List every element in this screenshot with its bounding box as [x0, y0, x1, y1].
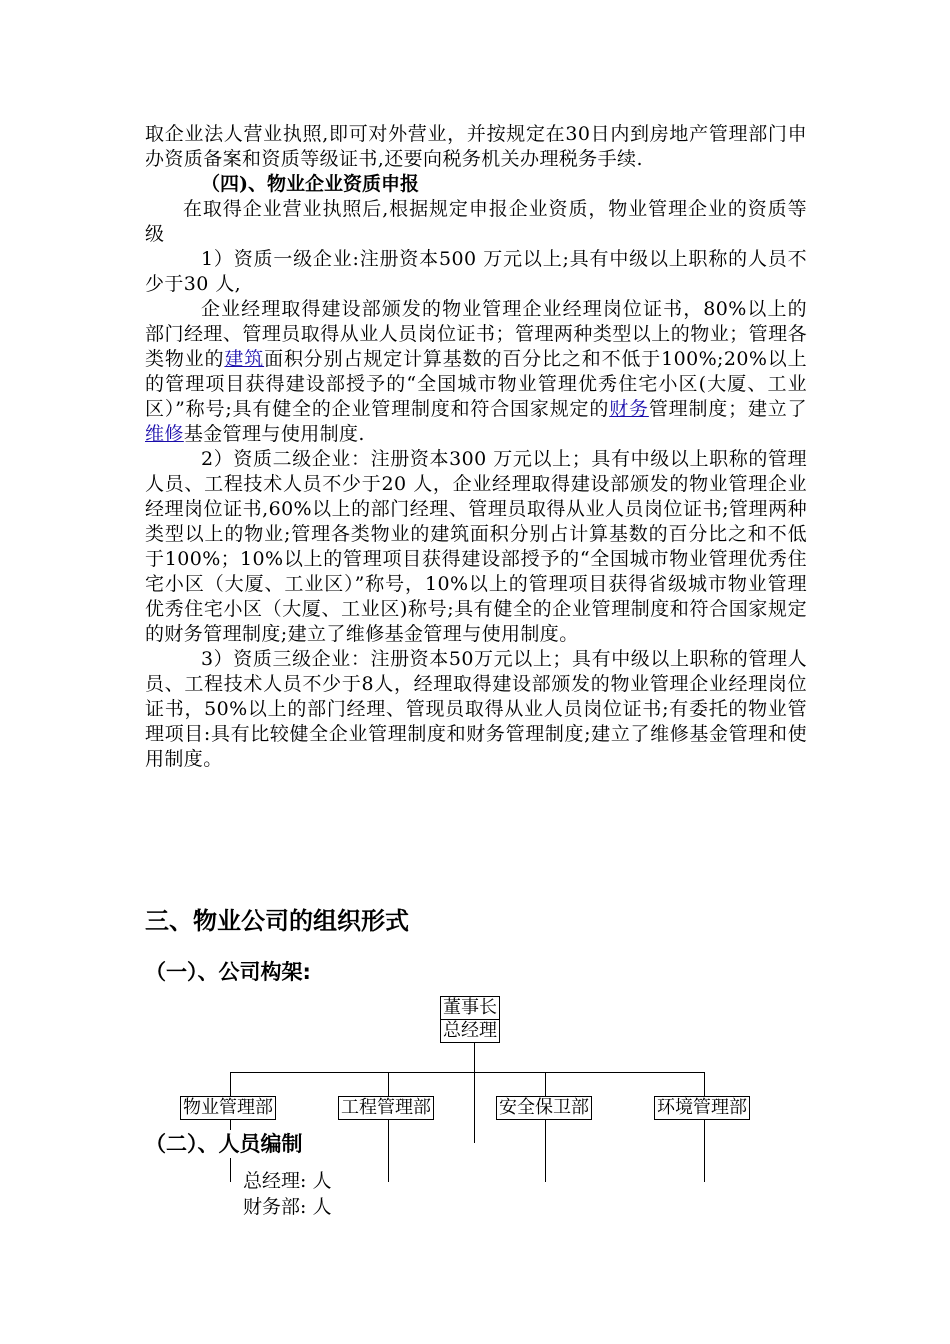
org-box-security-dept: 安全保卫部 — [496, 1096, 592, 1120]
link-jianzhu[interactable]: 建筑 — [224, 348, 265, 370]
paragraph-level-1-detail — [145, 297, 807, 447]
staffing-general-manager: 总经理: 人 — [243, 1170, 332, 1192]
org-box-engineering-dept: 工程管理部 — [338, 1096, 434, 1120]
staffing-finance: 财务部: 人 — [243, 1196, 332, 1218]
paragraph-level-1: 1）资质一级企业:注册资本500 万元以上;具有中级以上职称的人员不少于30 人, — [145, 248, 807, 295]
org-connector-horizontal — [230, 1072, 705, 1073]
org-box-environment-dept: 环境管理部 — [654, 1096, 750, 1120]
org-connector-main — [474, 1043, 475, 1143]
subheading-company-structure: （一）、公司构架: — [145, 960, 311, 984]
org-connector-dept-4 — [704, 1072, 705, 1182]
text-run: 面积分别占规定计算基数的百分比之和不低于100%;20%以上的管理项目获得建设部授予的“全国城市物业管理优秀住宅小区(大厦、工业区）”称号;具有健全的企业管理制度和符合国家规定的 — [145, 348, 807, 420]
subheading-staffing: （二）、人员编制 — [145, 1130, 307, 1158]
text-run: 管理制度；建立了 — [648, 398, 808, 420]
link-weixiu[interactable]: 维修 — [145, 423, 184, 445]
paragraph-level-2: 2）资质二级企业：注册资本300 万元以上；具有中级以上职称的管理人员、工程技术人员不少于20 人，企业经理取得建设部颁发的物业管理企业经理岗位证书,60%以上的部门经理、管理员取得从业人员岗位证书;管理两种类型以上的物业;管理各类物业的建筑面积分别占计算基数的百分比之和不低于100%；10%以上的管理项目获得建设部授予的“全国城市物业管理优秀住宅小区（大厦、工业区）”称号，10%以上的管理项目获得省级城市物业管理优秀住宅小区（大厦、工业区)称号;具有健全的企业管理制度和符合国家规定的财务管理制度;建立了维修基金管理与使用制度。 — [145, 448, 807, 645]
paragraph-intro: 取企业法人营业执照,即可对外营业，并按规定在30日内到房地产管理部门申办资质备案和资质等级证书,还要向税务机关办理税务手续. — [145, 123, 807, 170]
paragraph-qualification-intro: 在取得企业营业执照后,根据规定申报企业资质，物业管理企业的资质等级 — [145, 198, 807, 245]
org-box-general-manager: 总经理 — [440, 1019, 500, 1043]
org-connector-dept-2 — [388, 1072, 389, 1182]
text-run: 企业经理取得建设部颁发的物业管理企业经理岗位证书，80%以上的部门经理、管理员取得从业人员岗位证书；管理两种类型以上的物业；管理各类物业的 — [145, 298, 807, 370]
link-caiwu[interactable]: 财务 — [609, 398, 649, 420]
org-box-chairman: 董事长 — [440, 996, 500, 1019]
subheading-qualification: （四)、物业企业资质申报 — [201, 173, 419, 195]
org-box-property-dept: 物业管理部 — [180, 1096, 276, 1120]
paragraph-level-3: 3）资质三级企业：注册资本50万元以上；具有中级以上职称的管理人员、工程技术人员不少于8人，经理取得建设部颁发的物业管理企业经理岗位证书，50%以上的部门经理、管现员取得从业人员岗位证书;有委托的物业管理项目:具有比较健全企业管理制度和财务管理制度;建立了维修基金管理和使用制度。 — [145, 648, 807, 770]
org-connector-dept-3 — [545, 1072, 546, 1182]
org-connector-dept-1 — [230, 1072, 231, 1182]
document-body — [145, 122, 807, 772]
section-heading-organization: 三、物业公司的组织形式 — [145, 907, 409, 935]
text-run: 基金管理与使用制度. — [183, 423, 365, 445]
